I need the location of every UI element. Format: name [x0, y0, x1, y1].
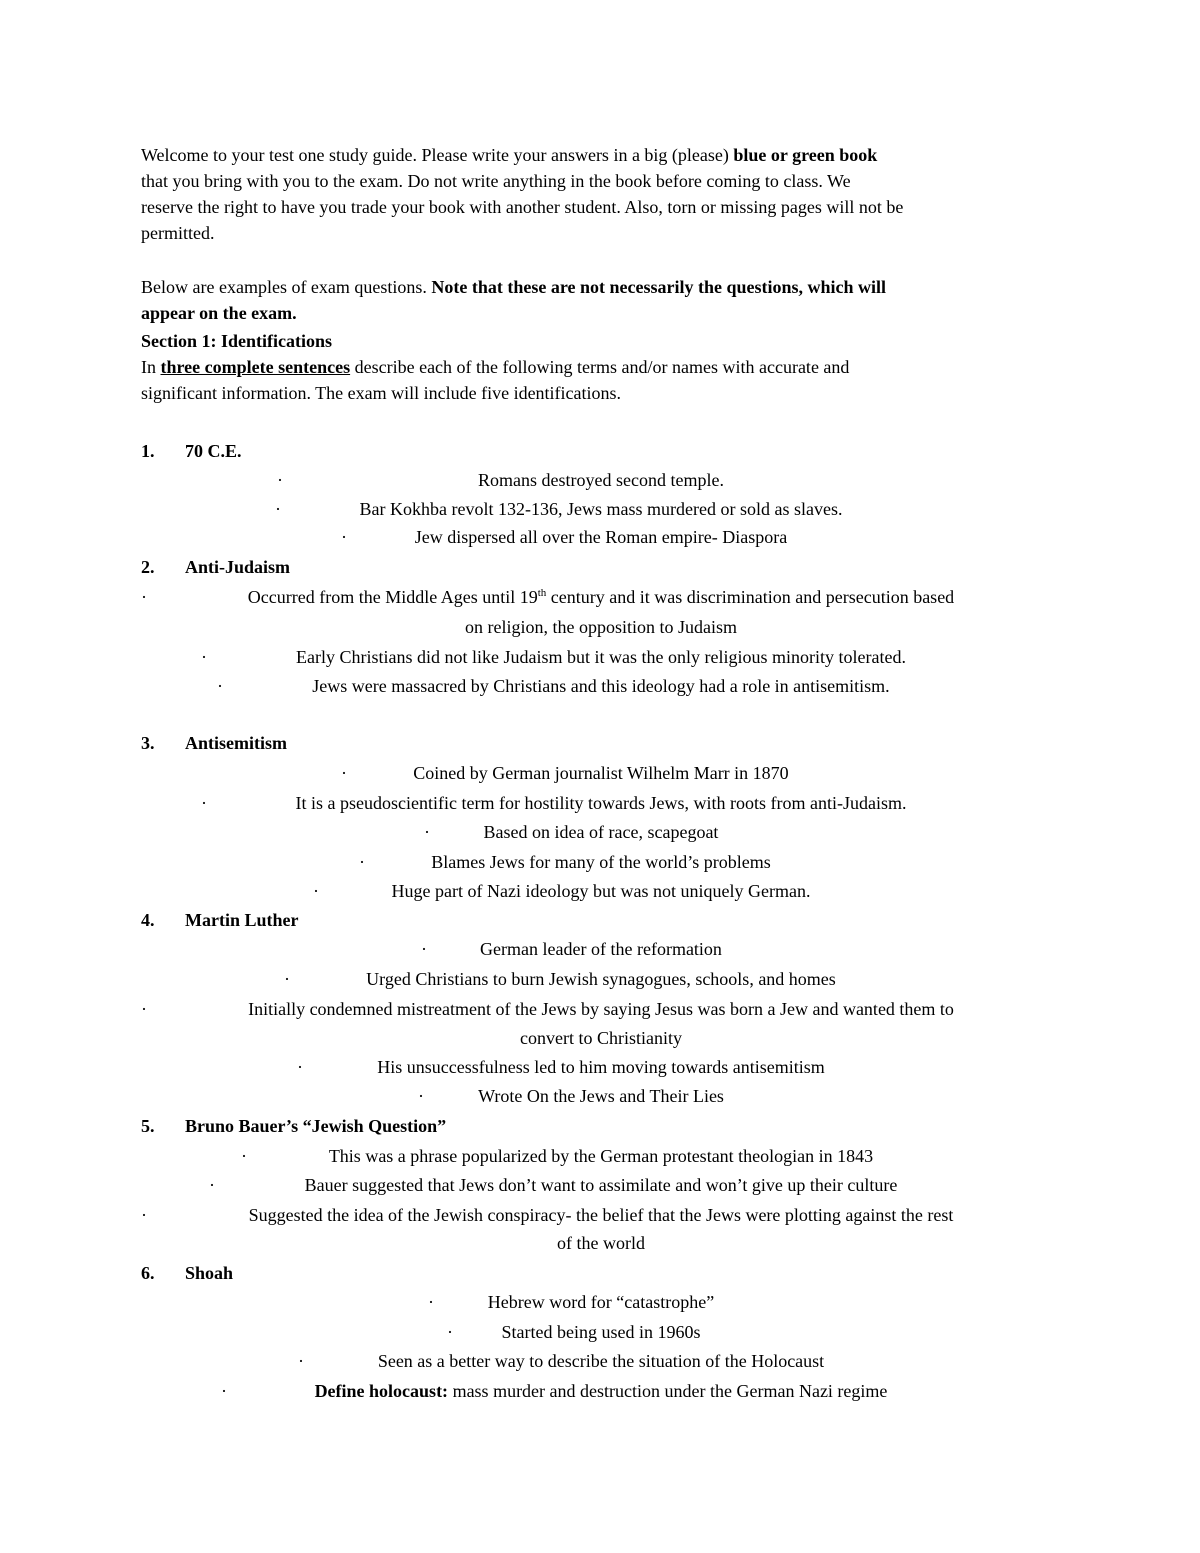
bullet-text: of the world — [557, 1233, 645, 1253]
item-number: 6. — [141, 1263, 155, 1283]
bullet-dot: · — [284, 969, 290, 989]
bullet-dot: · — [209, 1175, 215, 1195]
bullet-text: Coined by German journalist Wilhelm Marr in 1870 — [413, 763, 789, 783]
bullet-text: century and it was discrimination and persecution based — [546, 587, 955, 607]
bullet-dot: · — [201, 793, 207, 813]
intro-paragraph — [141, 142, 1061, 246]
bullet — [141, 1376, 1061, 1406]
bullet-continuation — [141, 1023, 1061, 1053]
bullet-dot: · — [201, 647, 207, 667]
bullet — [141, 582, 1061, 612]
bullet — [141, 876, 1061, 906]
examples-lead: Below are examples of exam questions. — [141, 277, 432, 297]
bullet — [141, 465, 1061, 495]
bullet — [141, 1170, 1061, 1200]
bullet-text: His unsuccessfulness led to him moving towards antisemitism — [377, 1057, 825, 1077]
bullet-dot: · — [341, 763, 347, 783]
bullet-dot: · — [428, 1292, 434, 1312]
bullet-text: Urged Christians to burn Jewish synagogues, schools, and homes — [366, 969, 836, 989]
bullet-dot: · — [141, 999, 147, 1019]
item-title: Shoah — [185, 1263, 234, 1283]
intro-lead: Welcome to your test one study guide. Please write your answers in a big (please) — [141, 145, 734, 165]
bullet-text: Bauer suggested that Jews don’t want to assimilate and won’t give up their culture — [304, 1175, 898, 1195]
bullet-dot: · — [241, 1146, 247, 1166]
intro-line-3: reserve the right to have you trade your book with another student. Also, torn or missing pages will not be — [141, 197, 904, 217]
intro-bold: blue or green book — [733, 145, 878, 165]
superscript: th — [537, 587, 547, 599]
bullet-dot: · — [424, 822, 430, 842]
bullet — [141, 934, 1061, 964]
bullet-text: convert to Christianity — [520, 1028, 682, 1048]
bullet-text: Initially condemned mistreatment of the Jews by saying Jesus was born a Jew and wanted them to — [248, 999, 954, 1019]
item-title: 70 C.E. — [185, 441, 242, 461]
bullet — [141, 1081, 1061, 1111]
bullet — [141, 994, 1061, 1024]
item-number: 5. — [141, 1116, 155, 1136]
bullet-dot: · — [313, 881, 319, 901]
item-number: 4. — [141, 910, 155, 930]
bullet-text: Based on idea of race, scapegoat — [483, 822, 719, 842]
item-number: 3. — [141, 733, 155, 753]
examples-bold-2: appear on the exam. — [141, 303, 297, 323]
bullet-text: Jew dispersed all over the Roman empire- Diaspora — [414, 527, 788, 547]
instructions-paragraph — [141, 354, 1061, 406]
bullet-text: mass murder and destruction under the German Nazi regime — [448, 1381, 888, 1401]
bullet — [141, 642, 1061, 672]
bullet-text: Early Christians did not like Judaism but it was the only religious minority tolerated. — [296, 647, 906, 667]
bullet-dot: · — [141, 587, 147, 607]
bullet-text: Occurred from the Middle Ages until 19 — [247, 587, 538, 607]
bullet-text: German leader of the reformation — [480, 939, 722, 959]
instructions-post: describe each of the following terms and/or names with accurate and — [350, 357, 850, 377]
bullet-dot: · — [447, 1322, 453, 1342]
bullet-continuation — [141, 612, 1061, 642]
bullet — [141, 494, 1061, 524]
bullet-text: Started being used in 1960s — [501, 1322, 701, 1342]
bullet-text: Romans destroyed second temple. — [478, 470, 724, 490]
item-title: Antisemitism — [185, 733, 287, 753]
bullet-dot: · — [298, 1351, 304, 1371]
bullet-text: Jews were massacred by Christians and this ideology had a role in antisemitism. — [312, 676, 890, 696]
item-number: 2. — [141, 557, 155, 577]
bullet — [141, 522, 1061, 552]
examples-bold-1: Note that these are not necessarily the questions, which will — [431, 277, 887, 297]
bullet-text: This was a phrase popularized by the German protestant theologian in 1843 — [328, 1146, 874, 1166]
bullet-bold-lead: Define holocaust: — [314, 1381, 449, 1401]
bullet-text: Huge part of Nazi ideology but was not uniquely German. — [391, 881, 811, 901]
bullet-text: on religion, the opposition to Judaism — [465, 617, 737, 637]
bullet-text: Bar Kokhba revolt 132-136, Jews mass murdered or sold as slaves. — [359, 499, 843, 519]
bullet — [141, 1346, 1061, 1376]
bullet-text: Wrote On the Jews and Their Lies — [478, 1086, 724, 1106]
bullet-text: Seen as a better way to describe the situation of the Holocaust — [377, 1351, 825, 1371]
intro-line-2: that you bring with you to the exam. Do not write anything in the book before coming to class. We — [141, 171, 851, 191]
bullet — [141, 1287, 1061, 1317]
bullet-dot: · — [421, 939, 427, 959]
bullet-dot: · — [221, 1381, 227, 1401]
bullet — [141, 758, 1061, 788]
bullet-text: Suggested the idea of the Jewish conspiracy- the belief that the Jews were plotting against the rest — [248, 1205, 954, 1225]
bullet-dot: · — [217, 676, 223, 696]
bullet-dot: · — [141, 1205, 147, 1225]
examples-paragraph — [141, 274, 1061, 326]
bullet — [141, 788, 1061, 818]
bullet-dot: · — [341, 527, 347, 547]
item-title: Martin Luther — [185, 910, 299, 930]
item-title: Anti-Judaism — [185, 557, 291, 577]
instructions-pre: In — [141, 357, 161, 377]
bullet-dot: · — [418, 1086, 424, 1106]
bullet — [141, 817, 1061, 847]
bullet-text: It is a pseudoscientific term for hostility towards Jews, with roots from anti-Judaism. — [295, 793, 907, 813]
bullet-dot: · — [277, 470, 283, 490]
instructions-line-2: significant information. The exam will include five identifications. — [141, 383, 622, 403]
item-title: Bruno Bauer’s “Jewish Question” — [185, 1116, 447, 1136]
bullet-continuation — [141, 1228, 1061, 1258]
bullet-dot: · — [275, 499, 281, 519]
bullet — [141, 847, 1061, 877]
item-number: 1. — [141, 441, 155, 461]
bullet — [141, 1200, 1061, 1230]
bullet — [141, 1052, 1061, 1082]
bullet — [141, 671, 1061, 701]
instructions-emphasis: three complete sentences — [160, 357, 351, 377]
bullet-dot: · — [359, 852, 365, 872]
bullet-dot: · — [297, 1057, 303, 1077]
section-title: Section 1: Identifications — [141, 331, 332, 351]
bullet — [141, 1317, 1061, 1347]
bullet — [141, 964, 1061, 994]
bullet — [141, 1141, 1061, 1171]
bullet-text: Hebrew word for “catastrophe” — [487, 1292, 715, 1312]
bullet-text: Blames Jews for many of the world’s problems — [431, 852, 771, 872]
intro-line-4: permitted. — [141, 223, 215, 243]
